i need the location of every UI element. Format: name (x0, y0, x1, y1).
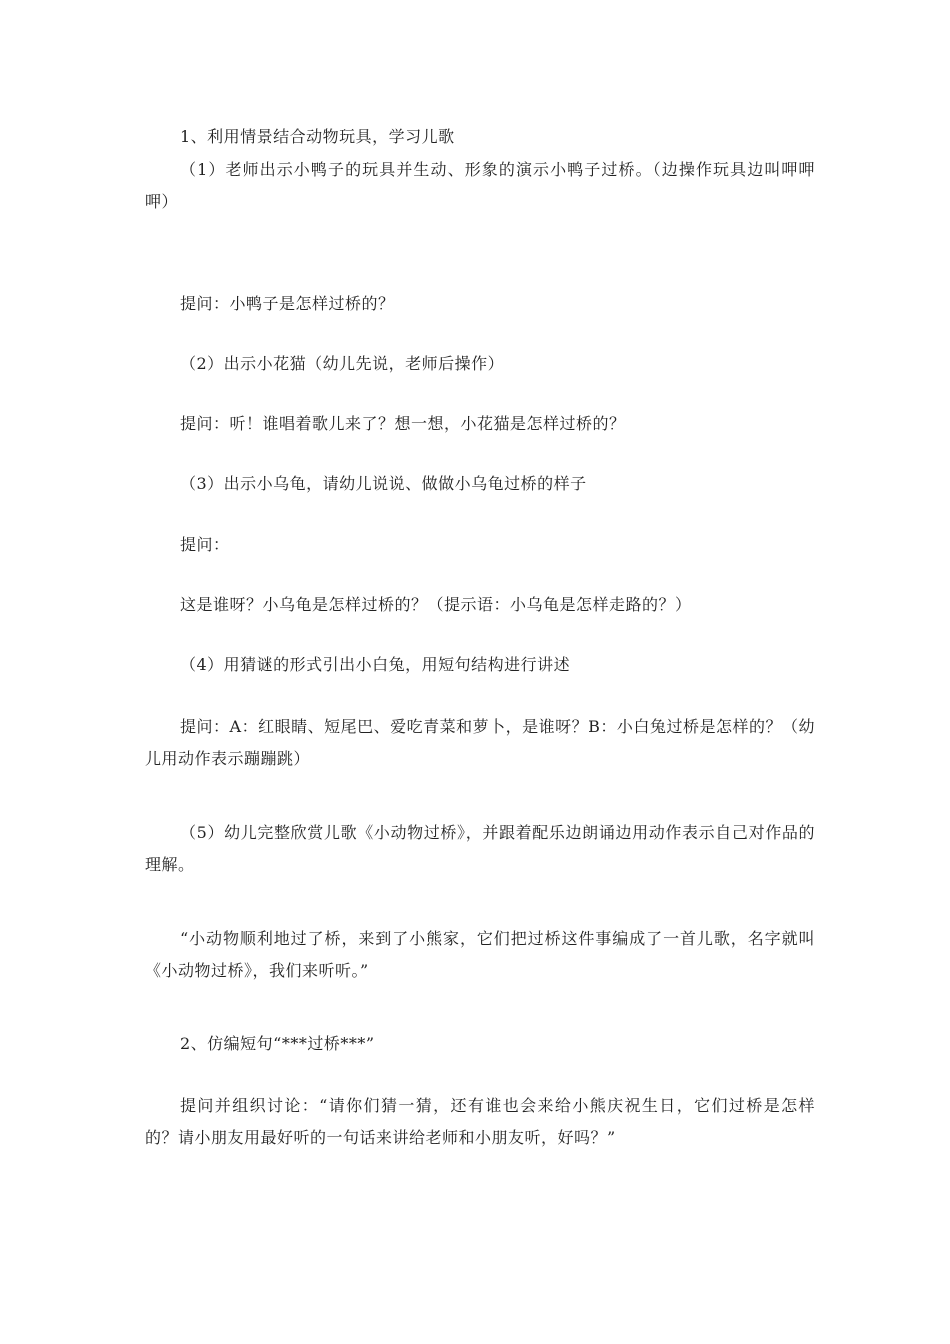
paragraph-turtle-question-label: 提问： (180, 535, 230, 554)
paragraph-turtle-show: （3）出示小乌龟，请幼儿说说、做做小乌龟过桥的样子 (180, 474, 587, 493)
paragraph-duck-question: 提问：小鸭子是怎样过桥的？ (180, 294, 395, 313)
section-heading-1: 1、利用情景结合动物玩具，学习儿歌 (180, 127, 455, 146)
paragraph-duck-demo: （1）老师出示小鸭子的玩具并生动、形象的演示小鸭子过桥。（边操作玩具边叫呷呷呷） (145, 160, 815, 211)
paragraph-turtle-question: 这是谁呀？小乌龟是怎样过桥的？（提示语：小乌龟是怎样走路的？） (180, 595, 692, 614)
paragraph-full-song: （5）幼儿完整欣赏儿歌《小动物过桥》，并跟着配乐边朗诵边用动作表示自己对作品的理解。 (145, 823, 815, 874)
paragraph-discussion: 提问并组织讨论：“请你们猜一猜，还有谁也会来给小熊庆祝生日，它们过桥是怎样的？请小朋友用最好听的一句话来讲给老师和小朋友听，好吗？” (145, 1096, 815, 1147)
paragraph-rabbit-riddle: （4）用猜谜的形式引出小白兔，用短句结构进行讲述 (180, 655, 571, 674)
section-heading-2: 2、仿编短句“***过桥***” (180, 1034, 375, 1053)
paragraph-cat-question: 提问：听！谁唱着歌儿来了？想一想，小花猫是怎样过桥的？ (180, 414, 626, 433)
paragraph-cat-show: （2）出示小花猫（幼儿先说，老师后操作） (180, 354, 505, 373)
paragraph-quote: “小动物顺利地过了桥，来到了小熊家，它们把过桥这件事编成了一首儿歌，名字就叫《小动物过桥》，我们来听听。” (145, 929, 815, 980)
paragraph-rabbit-question: 提问：A：红眼睛、短尾巴、爱吃青菜和萝卜，是谁呀？B：小白兔过桥是怎样的？（幼儿用动作表示蹦蹦跳） (145, 717, 815, 768)
